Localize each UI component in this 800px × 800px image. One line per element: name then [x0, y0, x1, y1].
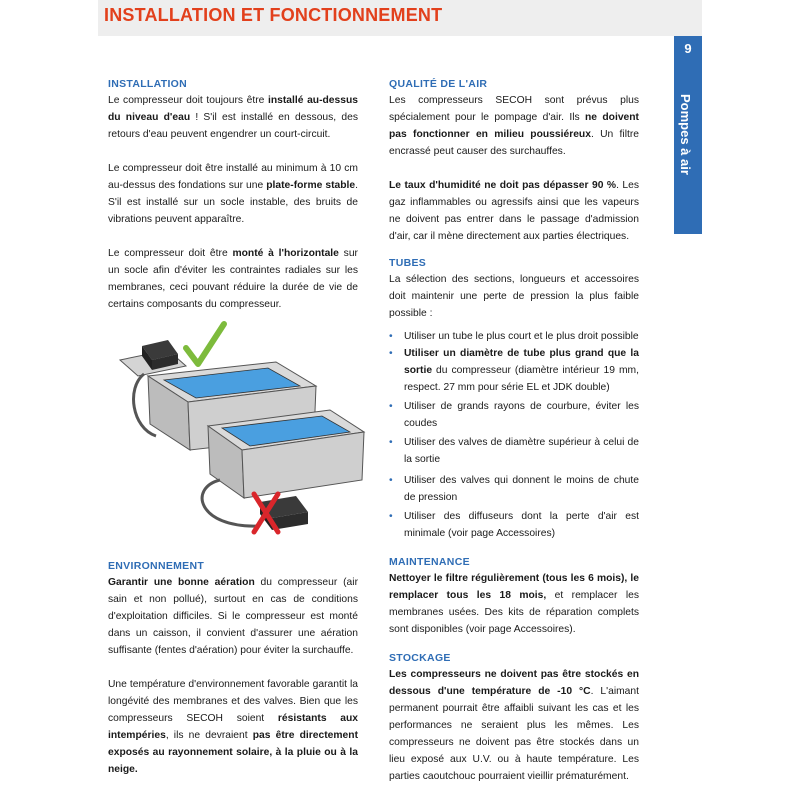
text-run: Utiliser de grands rayons de courbure, éviter les coudes [404, 401, 639, 429]
bold-text: monté à l'horizontale [232, 248, 339, 259]
page-title: INSTALLATION ET FONCTIONNEMENT [104, 5, 443, 25]
list-item [389, 434, 639, 468]
environnement-paragraph-2 [108, 676, 358, 778]
text-run: Le compresseur doit toujours être [108, 95, 268, 106]
bold-text: Garantir une bonne aération [108, 577, 255, 588]
environment-section [108, 558, 358, 778]
text-run: Le compresseur doit être installé au minimum à 10 cm au-dessus des fondations sur une [108, 163, 358, 191]
list-item [389, 398, 639, 432]
qualite-paragraph-1 [389, 92, 639, 160]
installation-paragraph-3 [108, 245, 358, 313]
installation-paragraph-1 [108, 92, 358, 143]
bullet: • [389, 331, 393, 342]
list-item [389, 508, 639, 542]
bullet: • [389, 475, 393, 486]
list-item [389, 328, 639, 345]
text-run: . L'aimant permanent pourrait être affaibli suivant les cas et les performances ne seraient plus les mêmes. Les compresseurs ne doivent pas être stockés dans un lieu exposé aux U.V. ou à haute température. Les parties caoutchouc pourraient vieillir prématurément. [389, 686, 639, 782]
maintenance-paragraph [389, 570, 639, 638]
maintenance-heading: MAINTENANCE [389, 556, 470, 568]
bold-text: ne doivent pas fonctionner en milieu poussiéreux [389, 112, 639, 140]
text-run: Utiliser des diffuseurs dont la perte d'air est minimale (voir page Accessoires) [404, 511, 639, 539]
bullet: • [389, 348, 393, 359]
text-run: Utiliser un tube le plus court et le plus droit possible [404, 331, 639, 342]
tubes-list [389, 328, 639, 542]
bold-text: Les compresseurs ne doivent pas être stockés en dessous d'une température de -10 °C [389, 669, 639, 697]
text-run: Une température d'environnement favorable garantit la longévité des membranes et des valves. Bien que les compresseurs SECOH soient [108, 679, 358, 724]
installation-paragraph-2 [108, 160, 358, 228]
text-run: sur un socle afin d'éviter les contraintes radiales sur les membranes, ceci pouvant réduire la durée de vie de certains composants du compresseur. [108, 248, 358, 310]
bold-text: Nettoyer le filtre régulièrement (tous les 6 mois), le remplacer tous les 18 mois, [389, 573, 639, 601]
text-run: , ils ne devraient [165, 730, 253, 741]
bold-text: pas être directement exposés au rayonnement solaire, à la pluie ou à la neige. [108, 730, 358, 775]
bullet: • [389, 401, 393, 412]
text-run: Utiliser des valves qui donnent le moins de chute de pression [404, 475, 639, 503]
text-run: . Les gaz inflammables ou agressifs ainsi que les vapeurs ne doivent pas entrer dans le passage d'admission d'air, car il mène directement aux parties électriques. [389, 180, 639, 242]
text-run: du compresseur (air sain et non pollué), surtout en cas de conditions d'exploitation difficiles. Si le compresseur est monté dans un caisson, il convient d'assurer une aération suffisante (fentes d'aération) pour éviter la surchauffe. [108, 577, 358, 656]
bold-text: installé au-dessus du niveau d'eau [108, 95, 359, 123]
installation-heading: INSTALLATION [108, 78, 188, 90]
text-run: Les compresseurs SECOH sont prévus plus spécialement pour le pompage d'air. Ils [389, 95, 639, 123]
environnement-heading: ENVIRONNEMENT [108, 560, 205, 572]
text-run: et remplacer les membranes usées. Des kits de réparation complets sont disponibles (voir page Accessoires). [389, 590, 639, 635]
bold-text: Le taux d'humidité ne doit pas dépasser 90 % [389, 180, 617, 191]
tubes-heading: TUBES [389, 257, 427, 269]
page-number: 9 [684, 41, 692, 56]
text-run: Utiliser des valves de diamètre supérieur à celui de la sortie [404, 437, 639, 465]
stockage-heading: STOCKAGE [389, 652, 451, 664]
text-run: du compresseur (diamètre intérieur 19 mm, respect. 27 mm pour série EL et JDK double) [404, 365, 639, 393]
side-tab [674, 36, 702, 234]
text-run: . Un filtre encrassé peut causer des surchauffes. [389, 129, 639, 157]
bold-text: résistants aux intempéries [108, 713, 358, 741]
bullet: • [389, 437, 393, 448]
list-item [389, 472, 639, 506]
compressor-installation-illustration [108, 318, 368, 548]
side-tab-label: Pompes à air [678, 94, 693, 175]
qualite-heading: QUALITÉ DE L'AIR [389, 78, 488, 90]
tubes-intro: La sélection des sections, longueurs et accessoires doit maintenir une perte de pression la plus faible possible : [389, 274, 639, 319]
qualite-paragraph-2 [389, 177, 639, 245]
environnement-paragraph-1 [108, 574, 358, 659]
right-column [389, 76, 639, 785]
text-run: Le compresseur doit être [108, 248, 233, 259]
text-run: . S'il est installé sur un socle instable, des bruits de vibrations peuvent apparaître. [108, 180, 358, 225]
bold-text: plate-forme stable [266, 180, 356, 191]
text-run: ! S'il est installé en dessous, des retours d'eau peuvent engendrer un court-circuit. [108, 112, 358, 140]
check-mark-icon [186, 324, 224, 364]
bold-text: Utiliser un diamètre de tube plus grand que la sortie [404, 348, 639, 376]
bullet: • [389, 511, 393, 522]
list-item [389, 345, 639, 396]
stockage-paragraph [389, 666, 639, 785]
left-column [108, 76, 358, 313]
